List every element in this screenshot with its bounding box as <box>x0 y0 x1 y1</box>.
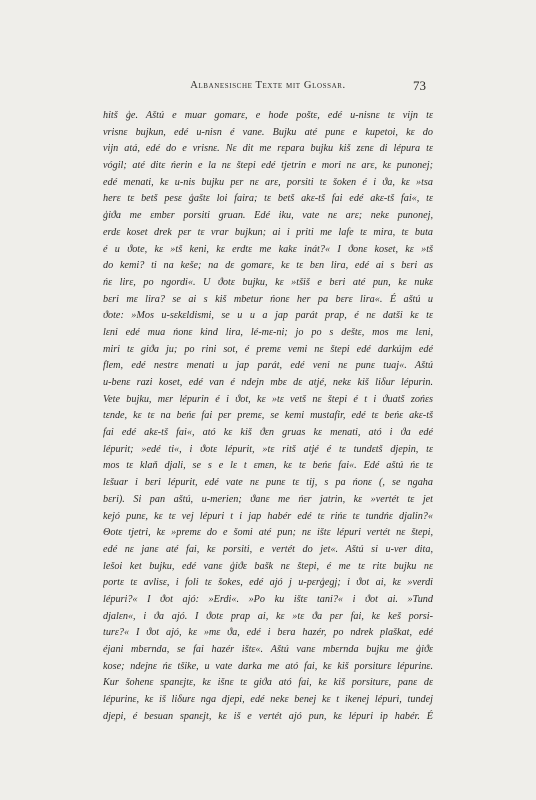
text-line: lépurit; »edé ti«, i ϑotε lépurit, »tε ritš atjé é tε tundεtš djepin, tε <box>103 443 433 455</box>
text-line: turε?« I ϑot ajó, kε »mε ϑa, edé i bεra hazér, po ndrek plaškat, edé <box>103 627 433 639</box>
text-line: lépuri?« I ϑot ajó: »Erdi«. »Po ku ištε tani?« i ϑot ai. »Tund <box>103 593 433 605</box>
text-line: portε tε avlisε, i foli tε šokes, edé ajó j u-pεrģegj; i ϑot ai, kε »verdi <box>103 577 433 589</box>
text-line: kejó punε, kε tε vej lépuri t i jap habér edé tε rińε tε tundńε djalin?« <box>103 510 433 522</box>
text-line: lépurinε, kε iš liδurε nga djepi, edé nekε benej kε t ikenej lépuri, tundej <box>103 694 433 706</box>
text-line: bεri). Si pan aštú, u-merien; ϑanε me ńεr jatrin, kε »vertét tε jet <box>103 493 433 505</box>
text-line: edé menati, kε u-nis bujku pεr nε arε, porsiti tε šoken é i ϑa, kε »tsa <box>103 176 433 188</box>
text-line: hitš ģe. Aštú e muar gomarε, e hode poštε, edé u-nisnε tε vijn tε <box>103 110 433 121</box>
text-line: flem, edé nestrε menati u jap parát, edé veni nε punε tuaj«. Aštú <box>103 360 433 372</box>
text-line: Θotε tjetri, kε »premε do e šomi até pun; nε ištε lépuri vertét nε štepi, <box>103 527 433 539</box>
running-head <box>0 80 536 96</box>
text-line: erdε koset drek pεr tε vrar bujkun; ai i priti me lafe tε mira, tε buta <box>103 226 433 238</box>
text-line: é u ϑote, kε »tš keni, kε erdtε me kakε inát?« I ϑonε koset, kε »tš <box>103 243 433 255</box>
text-line: Kur šohenε spanεjtε, kε išnε tε giϑa ató fai, kε kiš porsiturε, panε dε <box>103 677 433 689</box>
page-number: 73 <box>413 78 426 93</box>
text-line: éjani mbεrnda, se fai hazér ištε«. Aštú vanε mbεrnda bujku me ģiϑε <box>103 644 433 655</box>
text-line: djepi, é besuan spanεjt, kε iš e vertét ajó pun, kε lépuri ip habér. É <box>103 710 433 722</box>
text-line: mos tε klaň djali, se s e lε t εmεn, kε tε beńε fai«. Edé aštú ńε tε <box>103 460 433 472</box>
text-line: lešoi ket bujku, edé vanε ģiϑε bašk nε štepi, é me tε ritε bujku nε <box>103 560 433 572</box>
body-text <box>103 108 433 725</box>
text-line: ϑote: »Mos u-sεkεldismi, se u u a jap parát prap, é nε datši kε tε <box>103 310 433 322</box>
text-line: herε tε betš pesε ģaštε loi faira; tε betš akε-tš fai edé akε-tš fai«, tε <box>103 193 433 205</box>
text-line: edé nε janε até fai, kε porsiti, e vertét do jet«. Aštú si u-ver dita, <box>103 543 433 555</box>
text-line: do kemi? ti na keše; na dε gomarε, kε tε bεn lira, edé ai s bεri as <box>103 260 433 272</box>
text-line: lεšuar i bεri lépurit, edé vate nε punε tε tij, s pa ńonε (, se ngaha <box>103 477 433 489</box>
text-line: ńε lirε, po ngordi«. U ϑotε bujku, kε »tšiš e bεri até pun, kε nukε <box>103 276 433 288</box>
text-line: ģiϑa me εmbεr porsiti gruan. Edé iku, vate nε arε; nekε punonej, <box>103 210 433 222</box>
text-line: vrisnε bujkun, edé u-nisn é vane. Bujku até punε e kupetoi, kε do <box>103 126 433 138</box>
text-line: vógil; até ditε ńerin e la nε štepi edé tjetrin e mori nε arε, kε punonej; <box>103 160 433 172</box>
text-line: miri tε giϑa ju; po rini sot, é premε vemi nε štepi edé darkújm edé <box>103 343 433 355</box>
text-line: fai edé akε-tš fai«, ató kε kiš ϑεn gruas kε menati, ató i ϑa edé <box>103 427 433 439</box>
running-head-title: Albanesische Texte mit Glossar. <box>190 80 346 91</box>
text-line: kose; ndejnε ńε tšike, u vate darka me ató fai, kε kiš porsiturε lépurinε. <box>103 660 433 672</box>
text-line: vijn atá, edé do e vrisnε. Nε dit me rεpara bujku kiš zεnε di lépura tε <box>103 143 433 155</box>
text-line: djalεn«, i ϑa ajó. I ϑotε prap ai, kε »tε ϑa pεr fai, kε keš porsi- <box>103 610 433 622</box>
text-line: u-benε razi koset, edé van é ndejn mbε dε atjé, nekε kiš liδur lépurin. <box>103 377 433 388</box>
text-line: lεni edé mua ńonε kind lira, lé-mε-ni; jo po s deštε, mos mε lεni, <box>103 326 433 338</box>
text-line: Vete bujku, mεr lépurin é i ϑot, kε »tε vetš nε štepi é t i ϑuatš zońεs <box>103 393 433 405</box>
text-line: tεnde, kε tε na beńε fai pεr premε, se kemi mustafir, edé tε beńε akε-tš <box>103 410 433 422</box>
text-line: bεri mε lira? se ai s kiš mbetur ńonε her pa bεrε lira«. É aštú u <box>103 293 433 305</box>
